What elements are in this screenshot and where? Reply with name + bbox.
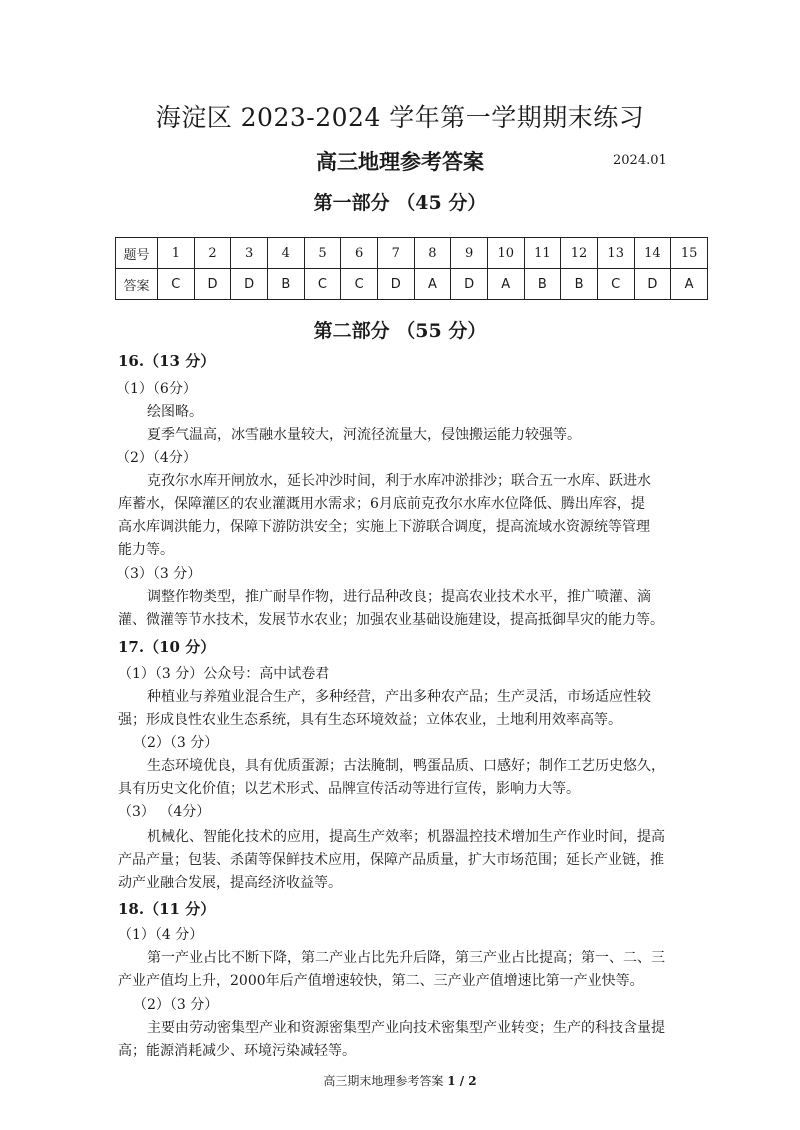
part2-heading: 第二部分 （55 分） xyxy=(313,320,487,342)
page-number: 1 / 2 xyxy=(447,1074,477,1088)
question-number: 4 xyxy=(267,238,304,269)
answer-text: 机械化、智能化技术的应用，提高生产效率；机器温控技术增加生产作业时间，提高 xyxy=(147,829,665,845)
answer-text: 生态环境优良，具有优质蛋源；古法腌制，鸭蛋品质、口感好；制作工艺历史悠久， xyxy=(147,758,665,774)
question-number: 1 xyxy=(158,238,195,269)
answer-text: 能力等。 xyxy=(118,542,174,558)
answer-cell: D xyxy=(231,269,268,300)
answer-row xyxy=(116,269,708,300)
question-17-heading: 17.（10 分） xyxy=(118,638,216,656)
document-title: 海淀区 2023-2024 学年第一学期期末练习 xyxy=(155,103,645,132)
answer-text: 强；形成良性农业生态系统，具有生态环境效益；立体农业，土地利用效率高等。 xyxy=(118,712,622,728)
question-number: 7 xyxy=(377,238,414,269)
page-footer xyxy=(0,1072,800,1089)
document-date: 2024.01 xyxy=(613,153,667,168)
answer-text: 库蓄水，保障灌区的农业灌溉用水需求；6月底前克孜尔水库水位降低、腾出库容，提 xyxy=(118,496,645,512)
question-number: 3 xyxy=(231,238,268,269)
row-label: 题号 xyxy=(116,238,158,269)
sub-question-label: （1）（6分） xyxy=(116,381,197,397)
answer-text: 产业产值均上升，2000年后产值增速较快，第二、三产业产值增速比第一产业快等。 xyxy=(118,973,644,989)
part1-heading: 第一部分 （45 分） xyxy=(313,192,487,214)
answer-cell: C xyxy=(158,269,195,300)
question-number: 8 xyxy=(414,238,451,269)
answer-cell: A xyxy=(414,269,451,300)
answer-cell: D xyxy=(634,269,671,300)
sub-question-label: （1）（4 分） xyxy=(118,927,204,943)
question-number: 5 xyxy=(304,238,341,269)
document-subtitle: 高三地理参考答案 xyxy=(316,149,484,174)
answer-cell: A xyxy=(487,269,524,300)
answer-text: 调整作物类型，推广耐旱作物，进行品种改良；提高农业技术水平，推广喷灌、滴 xyxy=(147,589,651,605)
answer-text: 种植业与养殖业混合生产，多种经营，产出多种农产品；生产灵活，市场适应性较 xyxy=(147,689,651,705)
question-number: 10 xyxy=(487,238,524,269)
answer-cell: B xyxy=(524,269,561,300)
answer-text: 高水库调洪能力，保障下游防洪安全；实施上下游联合调度，提高流域水资源统等管理 xyxy=(118,519,650,535)
answer-text: 产品产量；包装、杀菌等保鲜技术应用，保障产品质量，扩大市场范围；延长产业链，推 xyxy=(118,852,664,868)
sub-question-label: （3） （4分） xyxy=(118,804,211,820)
question-number: 14 xyxy=(634,238,671,269)
answer-cell: D xyxy=(377,269,414,300)
sub-question-label: （3）（3 分） xyxy=(116,566,202,582)
answer-text: 克孜尔水库开闸放水，延长冲沙时间，利于水库冲淤排沙；联合五一水库、跃进水 xyxy=(147,473,651,489)
sub-question-label: （2）（4分） xyxy=(116,450,197,466)
sub-question-label: （2）（3 分） xyxy=(133,735,219,751)
row-label: 答案 xyxy=(116,269,158,300)
answer-cell: C xyxy=(304,269,341,300)
sub-question-label: （2）（3 分） xyxy=(133,997,219,1013)
answer-text: 高；能源消耗减少、环境污染减轻等。 xyxy=(118,1043,356,1059)
answer-cell: B xyxy=(267,269,304,300)
question-16-heading: 16.（13 分） xyxy=(118,352,216,370)
answer-cell: A xyxy=(671,269,708,300)
answer-cell: D xyxy=(451,269,488,300)
answer-text: 具有历史文化价值；以艺术形式、品牌宣传活动等进行宣传，影响力大等。 xyxy=(118,781,580,797)
question-number-row xyxy=(116,238,708,269)
question-number: 11 xyxy=(524,238,561,269)
answer-table xyxy=(115,237,708,300)
footer-text: 高三期末地理参考答案 xyxy=(323,1074,444,1088)
answer-cell: C xyxy=(597,269,634,300)
question-18-heading: 18.（11 分） xyxy=(118,900,216,918)
answer-text: 动产业融合发展，提高经济收益等。 xyxy=(118,875,342,891)
answer-cell: B xyxy=(561,269,598,300)
question-number: 15 xyxy=(671,238,708,269)
question-number: 12 xyxy=(561,238,598,269)
question-number: 2 xyxy=(194,238,231,269)
answer-text: 主要由劳动密集型产业和资源密集型产业向技术密集型产业转变；生产的科技含量提 xyxy=(147,1020,665,1036)
answer-text: 夏季气温高，冰雪融水量较大，河流径流量大，侵蚀搬运能力较强等。 xyxy=(147,427,581,443)
sub-question-label: （1）（3 分）公众号：高中试卷君 xyxy=(118,666,330,682)
answer-text: 灌、微灌等节水技术，发展节水农业；加强农业基础设施建设，提高抵御旱灾的能力等。 xyxy=(118,612,664,628)
question-number: 6 xyxy=(341,238,378,269)
question-number: 13 xyxy=(597,238,634,269)
answer-text: 第一产业占比不断下降，第二产业占比先升后降，第三产业占比提高；第一、二、三 xyxy=(147,950,665,966)
answer-text: 绘图略。 xyxy=(147,404,203,420)
question-number: 9 xyxy=(451,238,488,269)
answer-cell: C xyxy=(341,269,378,300)
answer-cell: D xyxy=(194,269,231,300)
